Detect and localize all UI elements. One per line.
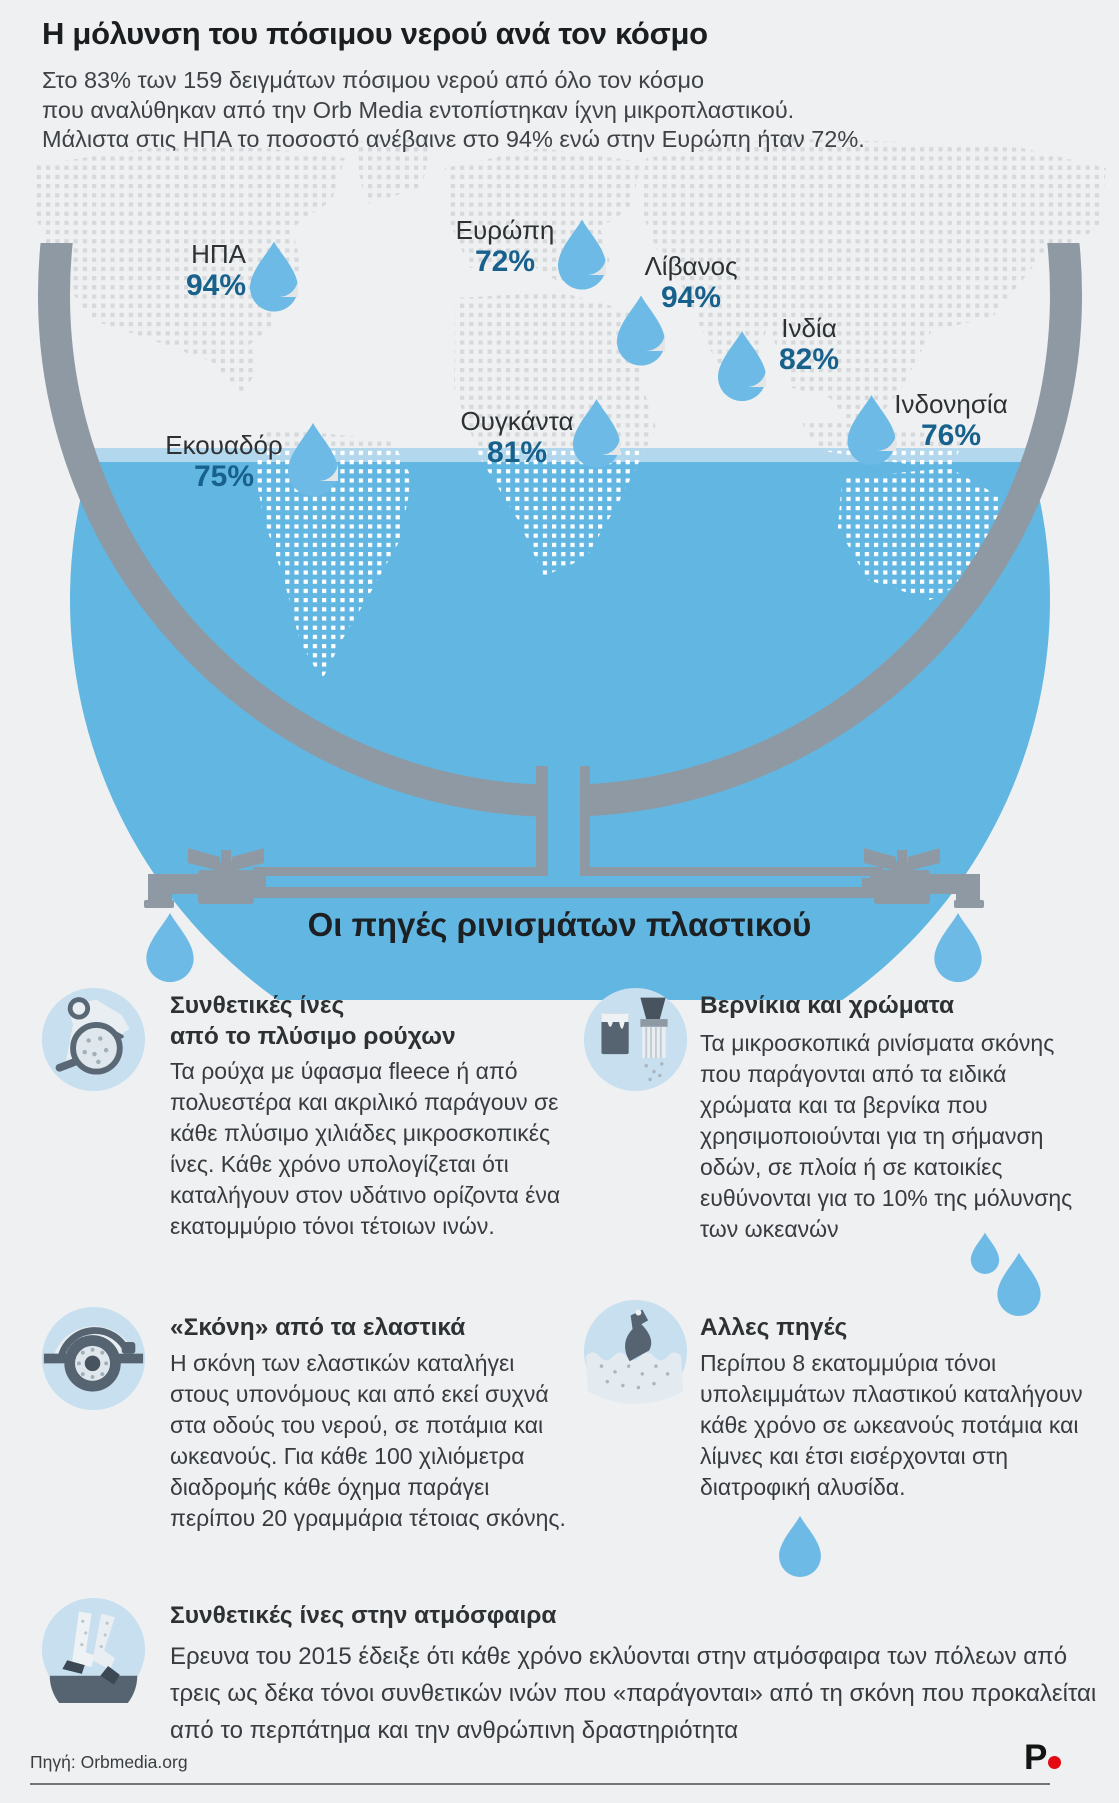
country-name: Ινδονησία	[894, 389, 1008, 419]
source-body-paint: Τα μικροσκοπικά ρινίσματα σκόνης που παράγονται από τα ειδικά χρώματα και τα βερνίκα που χρησιμοποιούνται για τη σήμανση οδών, σε πλοία ή σε κατοικίες ευθύνονται για το 10% της μόλυνσης των ωκεανών	[700, 1030, 1073, 1242]
source-heading-paint	[700, 990, 954, 1021]
country-name: Ουγκάντα	[460, 406, 574, 436]
paint-varnish-icon	[582, 986, 689, 1093]
logo-red-dot-icon	[1048, 1756, 1061, 1769]
heading-line: Βερνίκια και χρώματα	[700, 992, 955, 1019]
country-label-europe	[425, 216, 585, 278]
source-body-tires: Η σκόνη των ελαστικών καταλήγει στους υπονόμους και από εκεί συχνά στα οδούς του νερού, σε ποτάμια και ωκεανούς. Για κάθε 100 χιλιόμετρα διαδρομής κάθε όχημα παράγει περίπου 20 γραμμάρια τέτοιας σκόνης.	[170, 1350, 566, 1531]
country-name: Λίβανος	[644, 251, 738, 281]
country-percentage: 72%	[474, 245, 536, 278]
source-body-laundry: Τα ρούχα με ύφασμα fleece ή από πολυεστέρα και ακριλικό παράγουν σε κάθε πλύσιμο χιλιάδες μικροσκοπικές ίνες. Κάθε χρόνο υπολογίζεται ότι καταλήγουν στον υδάτινο ορίζοντα ένα εκατομμύριο τόνοι τέτοιων ινών.	[170, 1058, 561, 1239]
source-credit: Πηγή: Orbmedia.org	[30, 1752, 188, 1772]
subtitle-line: Στο 83% των 159 δειγμάτων πόσιμου νερού από όλο τον κόσμο	[42, 67, 705, 93]
country-label-ecuador	[160, 431, 288, 493]
country-label-uganda	[452, 407, 582, 469]
stem-water	[548, 758, 580, 887]
water-drop-icon	[996, 1252, 1042, 1316]
country-percentage: 75%	[193, 460, 255, 493]
country-percentage: 94%	[660, 281, 722, 314]
heading-line: «Σκόνη» από τα ελαστικά	[170, 1314, 466, 1341]
heading-line: από το πλύσιμο ρούχων	[170, 1023, 456, 1050]
laundry-fibers-icon	[40, 986, 147, 1093]
country-percentage: 94%	[185, 269, 246, 302]
country-label-lebanon	[628, 252, 754, 314]
country-percentage: 81%	[486, 436, 548, 469]
footer-divider	[30, 1783, 1050, 1785]
page-title: Η μόλυνση του πόσιμου νερού ανά τον κόσμο	[42, 16, 708, 51]
country-label-usa	[96, 240, 246, 302]
country-percentage: 76%	[920, 419, 982, 452]
water-drop-icon	[778, 1515, 822, 1577]
section-title: Οι πηγές ρινισμάτων πλαστικού	[307, 906, 812, 943]
heading-line: Αλλες πηγές	[700, 1314, 848, 1341]
source-heading-atmosphere	[170, 1600, 557, 1631]
page-subtitle	[42, 66, 865, 155]
source-body-other: Περίπου 8 εκατομμύρια τόνοι υπολειμμάτων πλαστικού καταλήγουν κάθε χρόνο σε ωκεανούς ποτάμια και λίμνες και έτσι εισέρχονται στη διατροφική αλυσίδα.	[700, 1350, 1083, 1500]
source-heading-tires	[170, 1312, 465, 1343]
country-label-india	[769, 314, 849, 376]
publisher-logo	[1024, 1738, 1061, 1778]
walking-fibers-icon	[40, 1596, 147, 1703]
tire-dust-icon	[40, 1305, 147, 1412]
country-name: Εκουαδόρ	[165, 430, 283, 460]
subtitle-line: που αναλύθηκαν από την Orb Media εντοπίστηκαν ίχνη μικροπλαστικού.	[42, 96, 795, 123]
heading-line: Συνθετικές ίνες	[170, 992, 345, 1019]
country-name: ΗΠΑ	[191, 239, 246, 269]
country-name: Ινδία	[781, 313, 837, 343]
country-percentage: 82%	[778, 343, 840, 376]
source-heading-laundry	[170, 990, 456, 1052]
country-name: Ευρώπη	[455, 215, 555, 245]
source-heading-other	[700, 1312, 847, 1343]
logo-letter: P	[1024, 1738, 1048, 1777]
country-label-indonesia	[890, 390, 1012, 452]
heading-line: Συνθετικές ίνες στην ατμόσφαιρα	[170, 1602, 557, 1629]
source-body-atmosphere: Ερευνα του 2015 έδειξε ότι κάθε χρόνο εκλύονται στην ατμόσφαιρα των πόλεων από τρεις ως δέκα τόνοι συνθετικών ινών που «παράγονται» από τη σκόνη που προκαλείται από το περπάτημα και την ανθρώπινη δραστηριότητα	[170, 1643, 1097, 1744]
other-sources-icon	[582, 1298, 689, 1405]
subtitle-line: Μάλιστα στις ΗΠΑ το ποσοστό ανέβαινε στο 94% ενώ στην Ευρώπη ήταν 72%.	[42, 126, 865, 152]
